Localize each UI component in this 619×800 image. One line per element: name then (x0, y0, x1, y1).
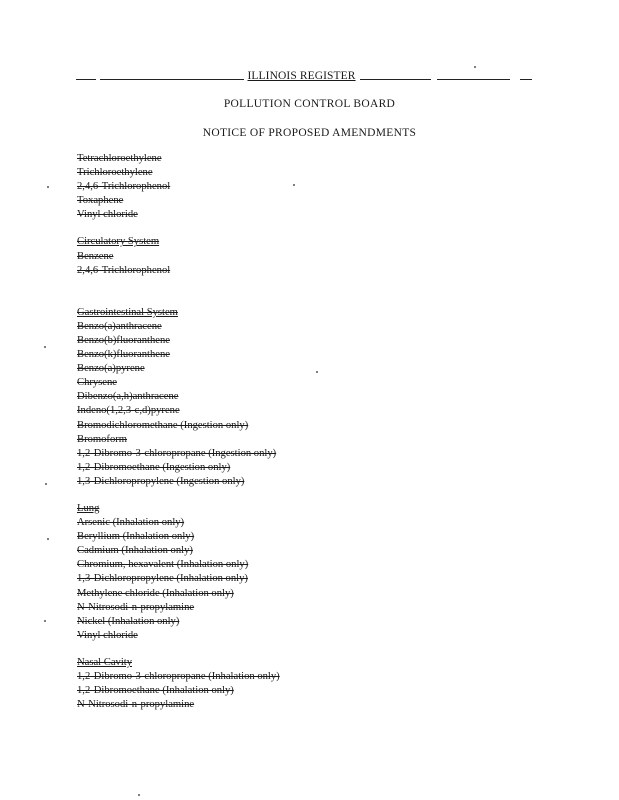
scan-speck (474, 66, 476, 68)
list-item: 2,4,6-Trichlorophenol (77, 264, 171, 276)
section-nasal-cavity (77, 656, 497, 712)
scan-speck (44, 620, 46, 622)
register-header (76, 66, 532, 82)
list-item: Beryllium (Inhalation only) (77, 531, 195, 543)
list-item: 1,2-Dibromo-3-chloropropane (Inhalation only) (77, 671, 280, 682)
section-gastrointestinal-system (77, 306, 497, 489)
list-item: 1,2-Dibromo-3-chloropropane (Ingestion only) (77, 447, 277, 459)
list-item: Chromium, hexavalent (Inhalation only) (77, 559, 249, 571)
section-heading: Nasal Cavity (77, 656, 133, 668)
list-item: Methylene chloride (Inhalation only) (77, 587, 234, 599)
list-item: Benzo(b)fluoranthene (77, 334, 170, 346)
scan-speck (45, 483, 47, 485)
header-rule-right-3 (520, 79, 532, 80)
list-item: 1,3-Dichloropropylene (Ingestion only) (77, 475, 245, 487)
list-item: Bromoform (77, 433, 128, 445)
notice-title: NOTICE OF PROPOSED AMENDMENTS (202, 127, 417, 139)
list-item: Benzo(k)fluoranthene (77, 349, 170, 361)
scan-speck (44, 346, 46, 348)
section-heading: Gastrointestinal System (77, 306, 178, 318)
list-item: N-Nitrosodi-n-propylamine (77, 601, 195, 613)
list-item: Vinyl chloride (77, 209, 138, 221)
list-item: Chrysene (77, 377, 118, 389)
list-item: 1,2-Dibromoethane (Inhalation only) (77, 685, 234, 697)
header-rule-left-2 (100, 79, 244, 80)
list-item: Benzo(a)pyrene (77, 363, 145, 375)
header-rule-right-2 (437, 79, 510, 80)
list-item: 2,4,6-Trichlorophenol (77, 181, 171, 193)
scan-speck (47, 538, 49, 540)
section-continuation (77, 152, 497, 222)
list-item: Toxaphene (77, 195, 124, 207)
scan-speck (138, 794, 140, 796)
section-heading: Lung (77, 502, 100, 514)
header-rule-left (76, 79, 96, 80)
list-item: 1,2-Dibromoethane (Ingestion only) (77, 461, 231, 473)
list-item: Dibenzo(a,h)anthracene (77, 391, 179, 403)
list-item: Benzene (77, 250, 114, 262)
list-item: 1,3-Dichloropropylene (Inhalation only) (77, 573, 248, 585)
scan-speck (293, 184, 295, 186)
scan-speck (316, 371, 318, 373)
section-heading: Circulatory System (77, 236, 160, 248)
list-item: Trichloroethylene (77, 167, 153, 179)
list-item: Bromodichloromethane (Ingestion only) (77, 419, 249, 431)
list-item: Nickel (Inhalation only) (77, 615, 180, 627)
list-item: Indeno(1,2,3-c,d)pyrene (77, 405, 180, 417)
header-rule-right (360, 79, 431, 80)
section-circulatory-system (77, 235, 497, 277)
scan-speck (47, 186, 49, 188)
register-title: ILLINOIS REGISTER (247, 70, 356, 82)
list-item: Vinyl chloride (77, 629, 138, 641)
list-item: Cadmium (Inhalation only) (77, 545, 193, 557)
list-item: Arsenic (Inhalation only) (77, 517, 185, 529)
board-name: POLLUTION CONTROL BOARD (223, 98, 396, 110)
list-item: N-Nitrosodi-n-propylamine (77, 699, 195, 711)
list-item: Benzo(a)anthracene (77, 320, 162, 332)
section-lung (77, 502, 497, 643)
document-body (77, 152, 497, 712)
list-item: Tetrachloroethylene (77, 153, 162, 164)
